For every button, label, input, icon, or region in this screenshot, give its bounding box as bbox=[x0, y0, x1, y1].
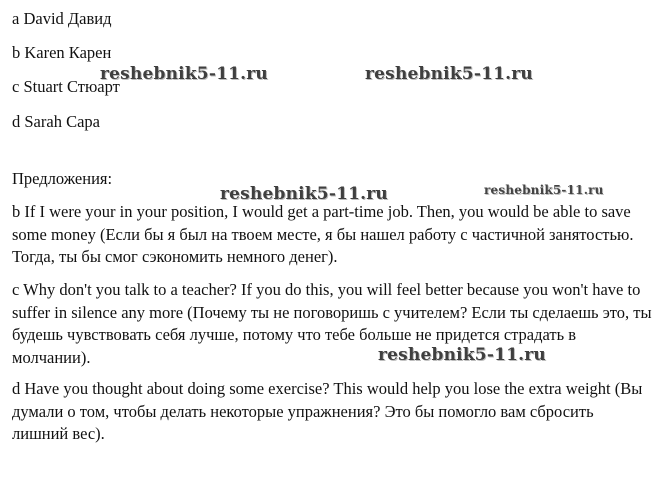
watermark: reshebnik5-11.ru bbox=[100, 64, 268, 84]
sentence-c: c Why don't you talk to a teacher? If you do this, you will feel better because you won't have to suffer in silence any more (Почему ты не поговоришь с учителем? Если ты сделаешь это, ты будешь чувствовать себя лучше, потому что тебе больше не придется страдать в молчании). bbox=[12, 280, 652, 367]
watermark: reshebnik5-11.ru bbox=[378, 345, 546, 365]
sentences-heading: Предложения: bbox=[12, 169, 113, 188]
speaker-c: c Stuart Стюарт bbox=[12, 77, 120, 96]
sentence-b: b If I were your in your position, I would get a part-time job. Then, you would be able to save some money (Если бы я был на твоем месте, я бы нашел работу с частичной занятостью. Тогда, ты бы смог сэкономить немного денег). bbox=[12, 202, 634, 266]
watermark: reshebnik5-11.ru bbox=[220, 184, 388, 204]
speaker-a: a David Давид bbox=[12, 9, 112, 28]
speaker-d: d Sarah Сара bbox=[12, 112, 100, 131]
watermark: reshebnik5-11.ru bbox=[484, 183, 604, 197]
watermark: reshebnik5-11.ru bbox=[365, 64, 533, 84]
sentence-d: d Have you thought about doing some exercise? This would help you lose the extra weight (Вы думали о том, чтобы делать некоторые упражнения? Это бы помогло вам сбросить лишний вес). bbox=[12, 379, 643, 443]
speaker-b: b Karen Карен bbox=[12, 43, 112, 62]
